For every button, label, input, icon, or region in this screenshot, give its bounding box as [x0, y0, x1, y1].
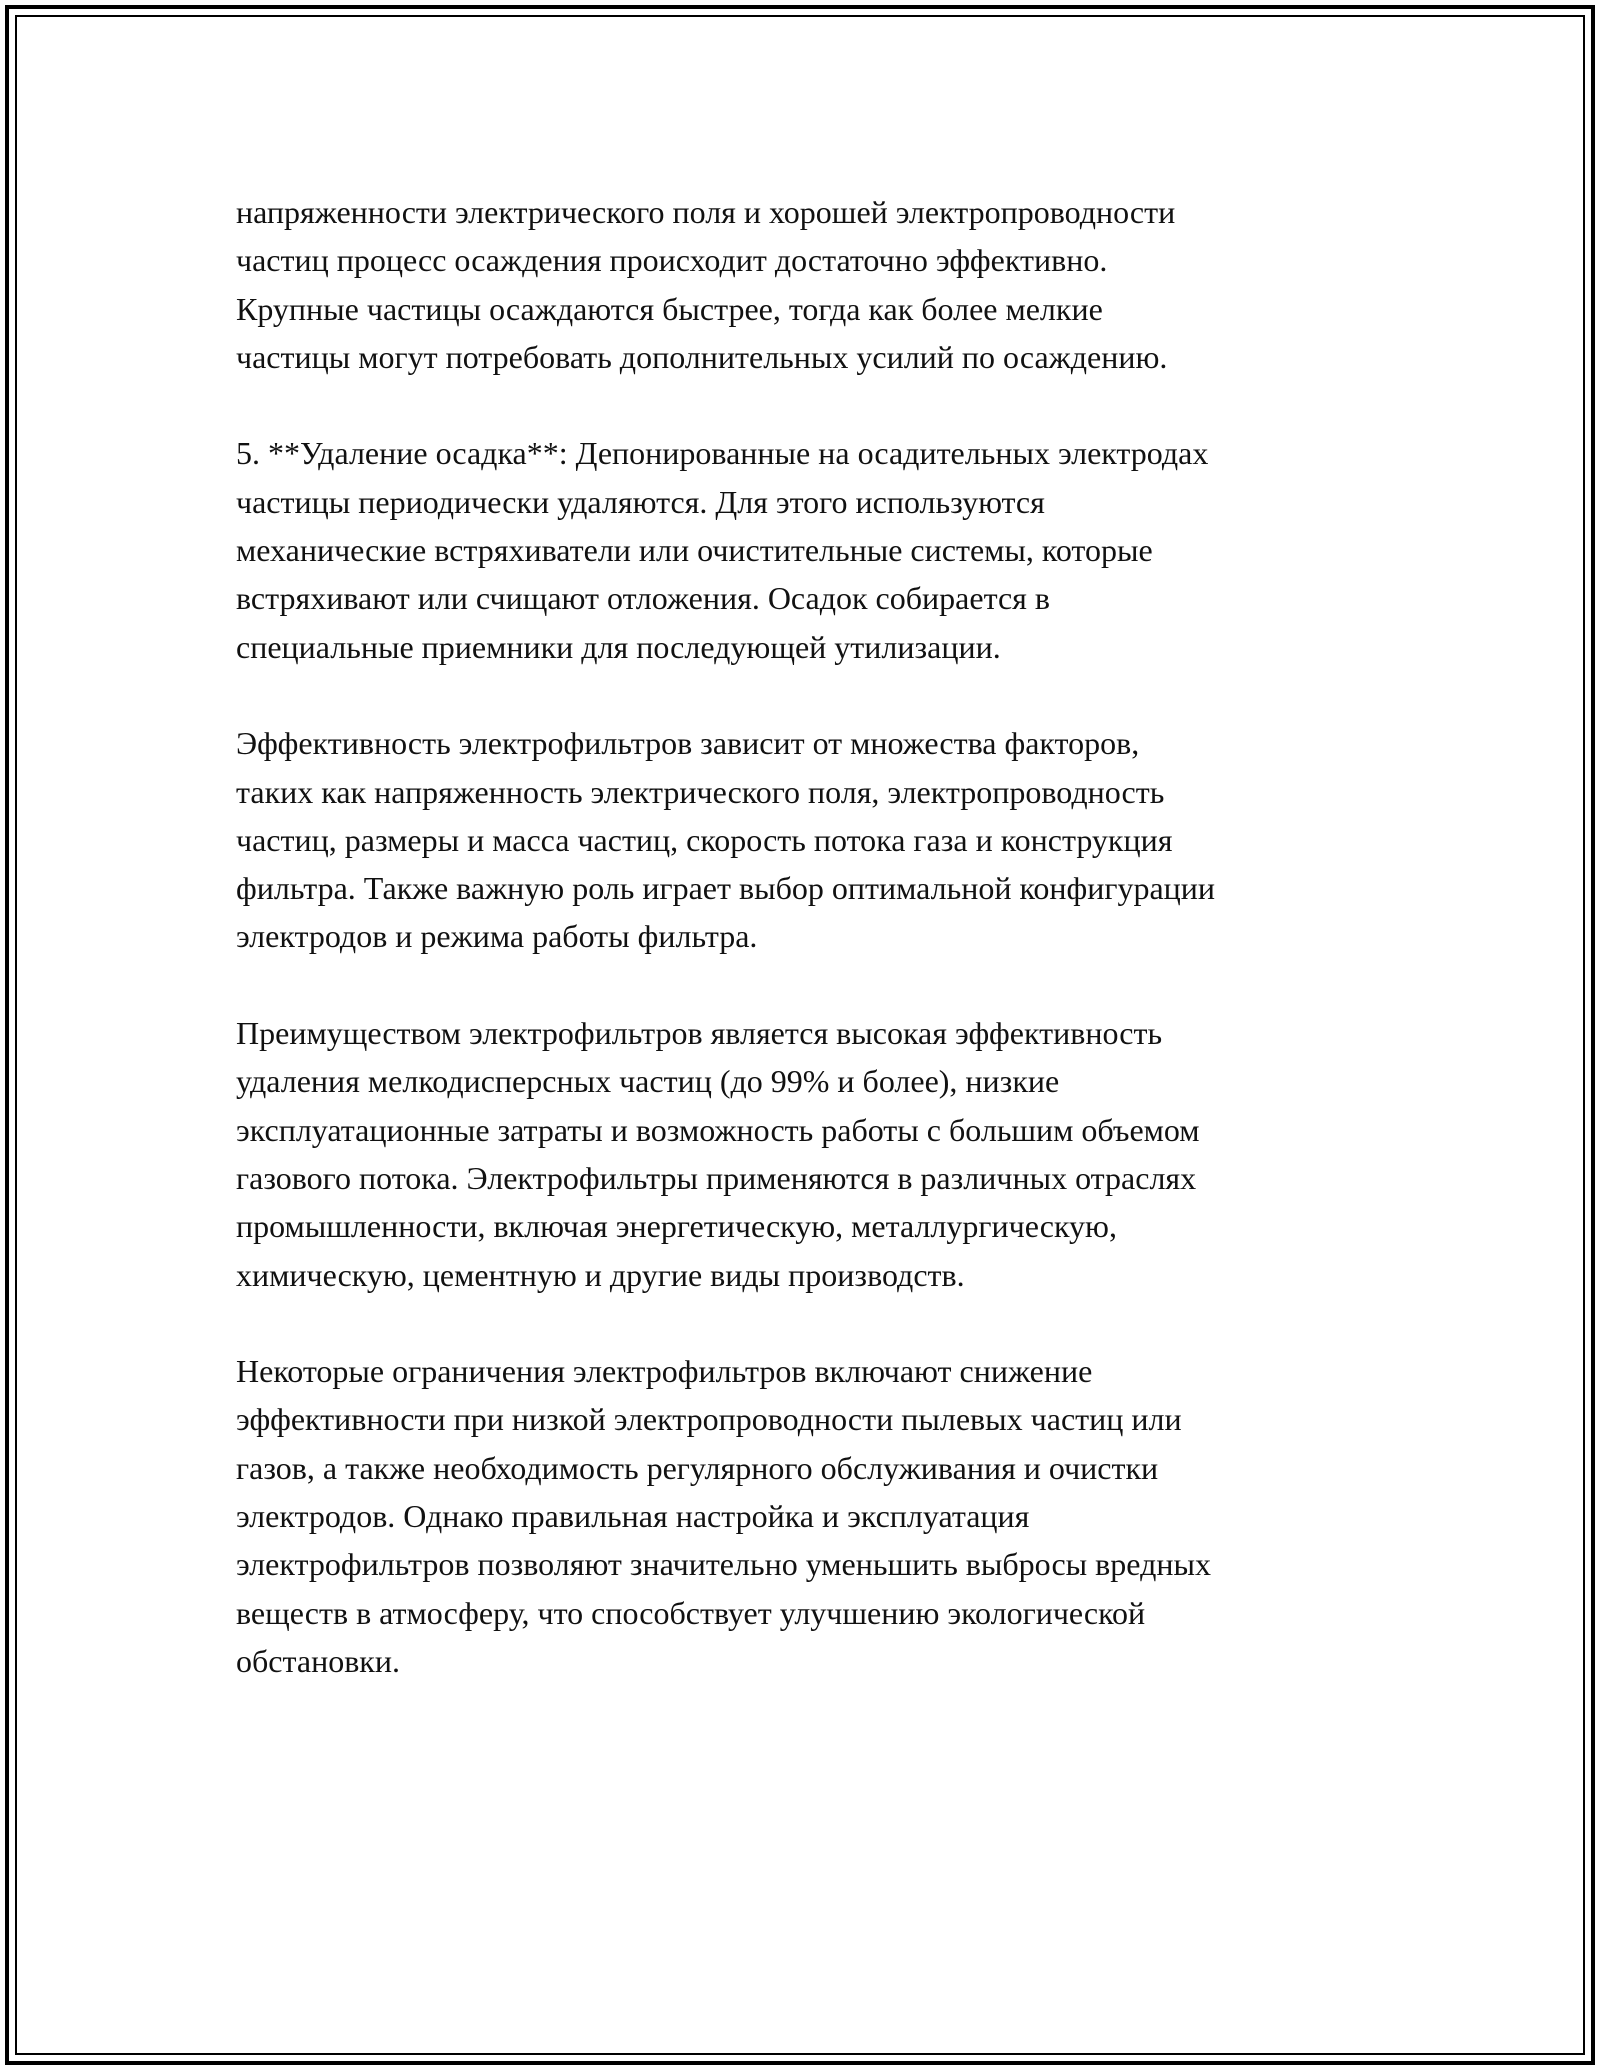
text-line: частиц, размеры и масса частиц, скорость потока газа и конструкция [236, 821, 1173, 858]
text-line: специальные приемники для последующей утилизации. [236, 628, 1001, 665]
paragraph-spacer [236, 671, 1386, 719]
paragraph [236, 719, 1386, 960]
text-line: газов, а также необходимость регулярного обслуживания и очистки [236, 1449, 1159, 1486]
paragraph-spacer [236, 961, 1386, 1009]
paragraph [236, 188, 1386, 381]
text-line: электродов. Однако правильная настройка и эксплуатация [236, 1498, 1030, 1535]
paragraph [236, 1009, 1386, 1299]
text-line: механические встряхиватели или очистительные системы, которые [236, 532, 1153, 569]
text-line: 5. **Удаление осадка**: Депонированные на осадительных электродах [236, 435, 1209, 472]
text-line: электродов и режима работы фильтра. [236, 918, 758, 955]
text-line: частицы могут потребовать дополнительных усилий по осаждению. [236, 338, 1168, 375]
paragraph [236, 1347, 1386, 1685]
text-line: Эффективность электрофильтров зависит от множества факторов, [236, 725, 1140, 762]
text-line: электрофильтров позволяют значительно уменьшить выбросы вредных [236, 1546, 1211, 1583]
text-line: таких как напряженность электрического поля, электропроводность [236, 773, 1165, 810]
text-line: частицы периодически удаляются. Для этого используются [236, 483, 1045, 520]
text-line: эксплуатационные затраты и возможность работы с большим объемом [236, 1111, 1200, 1148]
paragraph [236, 429, 1386, 670]
text-line: Некоторые ограничения электрофильтров включают снижение [236, 1353, 1093, 1390]
text-line: частиц процесс осаждения происходит достаточно эффективно. [236, 242, 1108, 279]
text-line: удаления мелкодисперсных частиц (до 99% и более), низкие [236, 1063, 1060, 1100]
text-line: веществ в атмосферу, что способствует улучшению экологической [236, 1594, 1146, 1631]
text-line: эффективности при низкой электропроводности пылевых частиц или [236, 1401, 1182, 1438]
text-line: химическую, цементную и другие виды производств. [236, 1256, 965, 1293]
paragraph-spacer [236, 1299, 1386, 1347]
text-line: встряхивают или счищают отложения. Осадок собирается в [236, 580, 1050, 617]
text-line: промышленности, включая энергетическую, металлургическую, [236, 1208, 1117, 1245]
text-line: фильтра. Также важную роль играет выбор оптимальной конфигурации [236, 870, 1216, 907]
text-line: напряженности электрического поля и хорошей электропроводности [236, 194, 1176, 230]
text-line: обстановки. [236, 1642, 400, 1679]
document-body [236, 188, 1386, 1685]
text-line: Преимуществом электрофильтров является высокая эффективность [236, 1015, 1163, 1052]
text-line: газового потока. Электрофильтры применяются в различных отраслях [236, 1159, 1197, 1196]
paragraph-spacer [236, 381, 1386, 429]
text-line: Крупные частицы осаждаются быстрее, тогда как более мелкие [236, 290, 1103, 327]
